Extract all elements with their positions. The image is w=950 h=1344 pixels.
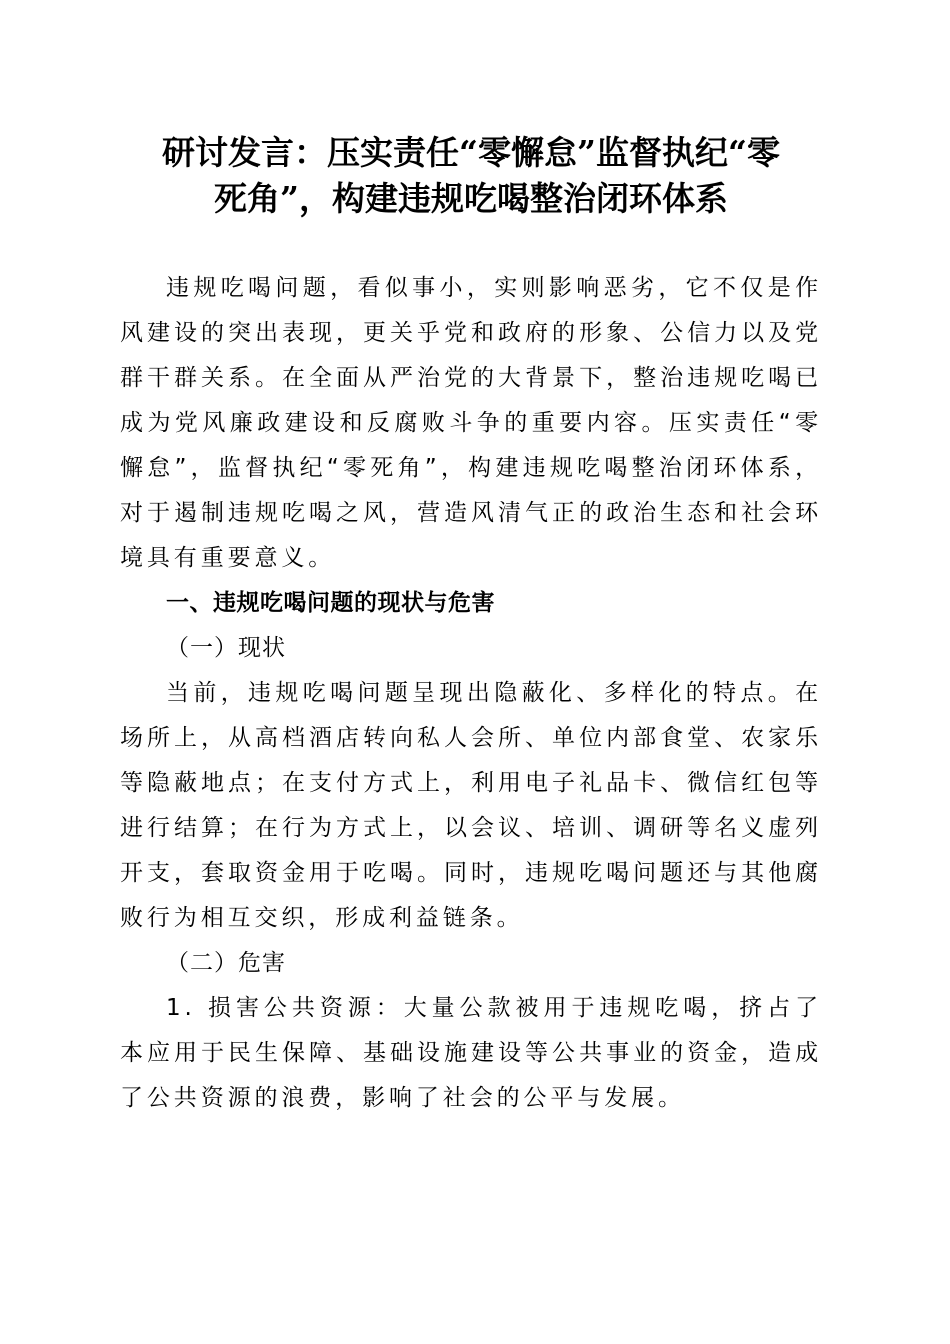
document-title: [112, 130, 830, 222]
status-paragraph: 当前，违规吃喝问题呈现出隐蔽化、多样化的特点。在场所上，从高档酒店转向私人会所、单位内部食堂、农家乐等隐蔽地点；在支付方式上，利用电子礼品卡、微信红包等进行结算；在行为方式上，以会议、培训、调研等名义虚列开支，套取资金用于吃喝。同时，违规吃喝问题还与其他腐败行为相互交织，形成利益链条。: [120, 680, 822, 931]
title-line-1: 研讨发言：压实责任“零懈怠”监督执纪“零: [162, 133, 780, 172]
document-page: [120, 130, 822, 1121]
title-line-2: 死角”，构建违规吃喝整治闭环体系: [214, 179, 728, 218]
harm-paragraph-1: 1. 损害公共资源：大量公款被用于违规吃喝，挤占了本应用于民生保障、基础设施建设等公共事业的资金，造成了公共资源的浪费，影响了社会的公平与发展。: [120, 995, 822, 1111]
intro-paragraph: 违规吃喝问题，看似事小，实则影响恶劣，它不仅是作风建设的突出表现，更关乎党和政府的形象、公信力以及党群干群关系。在全面从严治党的大背景下，整治违规吃喝已成为党风廉政建设和反腐败斗争的重要内容。压实责任“零懈怠”，监督执纪“零死角”，构建违规吃喝整治闭环体系，对于遏制违规吃喝之风，营造风清气正的政治生态和社会环境具有重要意义。: [120, 275, 822, 571]
section-heading-1: 一、违规吃喝问题的现状与危害: [166, 590, 495, 616]
subsection-heading-status: （一）现状: [166, 635, 286, 661]
subsection-heading-harm: （二）危害: [166, 950, 286, 976]
document-body: [120, 266, 822, 1121]
